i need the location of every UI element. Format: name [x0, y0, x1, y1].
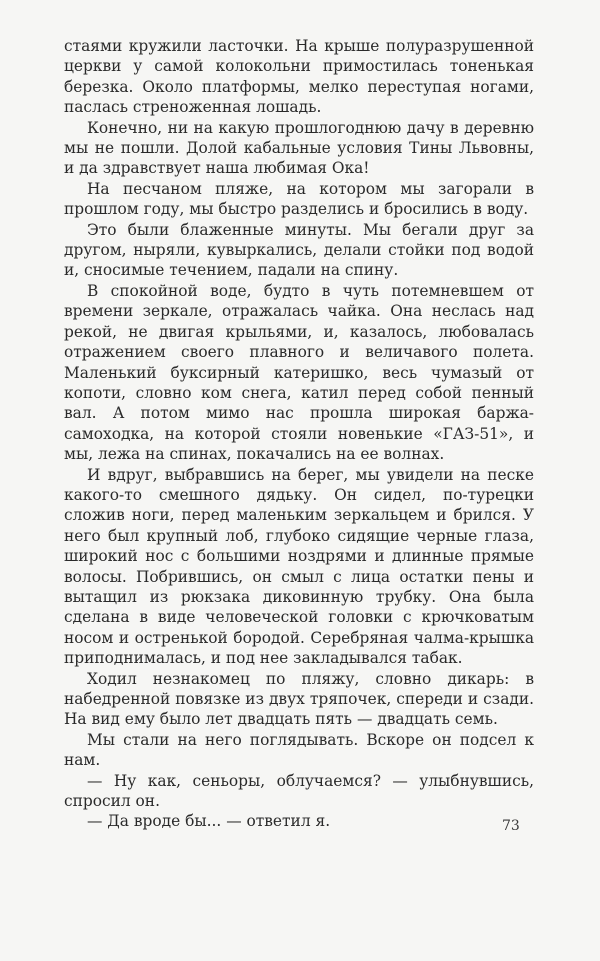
- paragraph: В спокойной воде, будто в чуть потемневшем от времени зеркале, отражалась чайка. Она неслась над рекой, не двигая крыльями, и, казалось, любовалась отражением своего плавного и величавого полета. Маленький буксирный катеришко, весь чумазый от копоти, словно ком снега, катил перед собой пенный вал. А потом мимо нас прошла широкая баржа-самоходка, на которой стояли новенькие «ГАЗ-51», и мы, лежа на спинах, покачались на ее волнах.: [64, 281, 534, 464]
- paragraph: Мы стали на него поглядывать. Вскоре он подсел к нам.: [64, 730, 534, 770]
- paragraph: Это были блаженные минуты. Мы бегали друг за другом, ныряли, кувыркались, делали стойки под водой и, сносимые течением, падали на спину.: [64, 220, 534, 280]
- paragraph: Ходил незнакомец по пляжу, словно дикарь: в набедренной повязке из двух тряпочек, спереди и сзади. На вид ему было лет двадцать пять — двадцать семь.: [64, 669, 534, 729]
- paragraph: — Да вроде бы... — ответил я.: [87, 812, 331, 831]
- body-text: [64, 36, 534, 832]
- paragraph: стаями кружили ласточки. На крыше полуразрушенной церкви у самой колокольни примостилась тоненькая березка. Около платформы, мелко переступая ногами, паслась стреноженная лошадь.: [64, 37, 534, 117]
- page-number: 73: [502, 818, 520, 834]
- paragraph: — Ну как, сеньоры, облучаемся? — улыбнувшись, спросил он.: [64, 771, 534, 811]
- paragraph: На песчаном пляже, на котором мы загорали в прошлом году, мы быстро разделись и бросились в воду.: [64, 179, 534, 219]
- paragraph: И вдруг, выбравшись на берег, мы увидели на песке какого-то смешного дядьку. Он сидел, по-турецки сложив ноги, перед маленьким зеркальцем и брился. У него был крупный лоб, глубоко сидящие черные глаза, широкий нос с большими ноздрями и длинные прямые волосы. Побрившись, он смыл с лица остатки пены и вытащил из рюкзака диковинную трубку. Она была сделана в виде человеческой головки с крючковатым носом и остренькой бородой. Серебряная чалма-крышка приподнималась, и под нее закладывался табак.: [64, 465, 534, 668]
- paragraph: Конечно, ни на какую прошлогоднюю дачу в деревню мы не пошли. Долой кабальные условия Тины Львовны, и да здравствует наша любимая Ока!: [64, 118, 534, 178]
